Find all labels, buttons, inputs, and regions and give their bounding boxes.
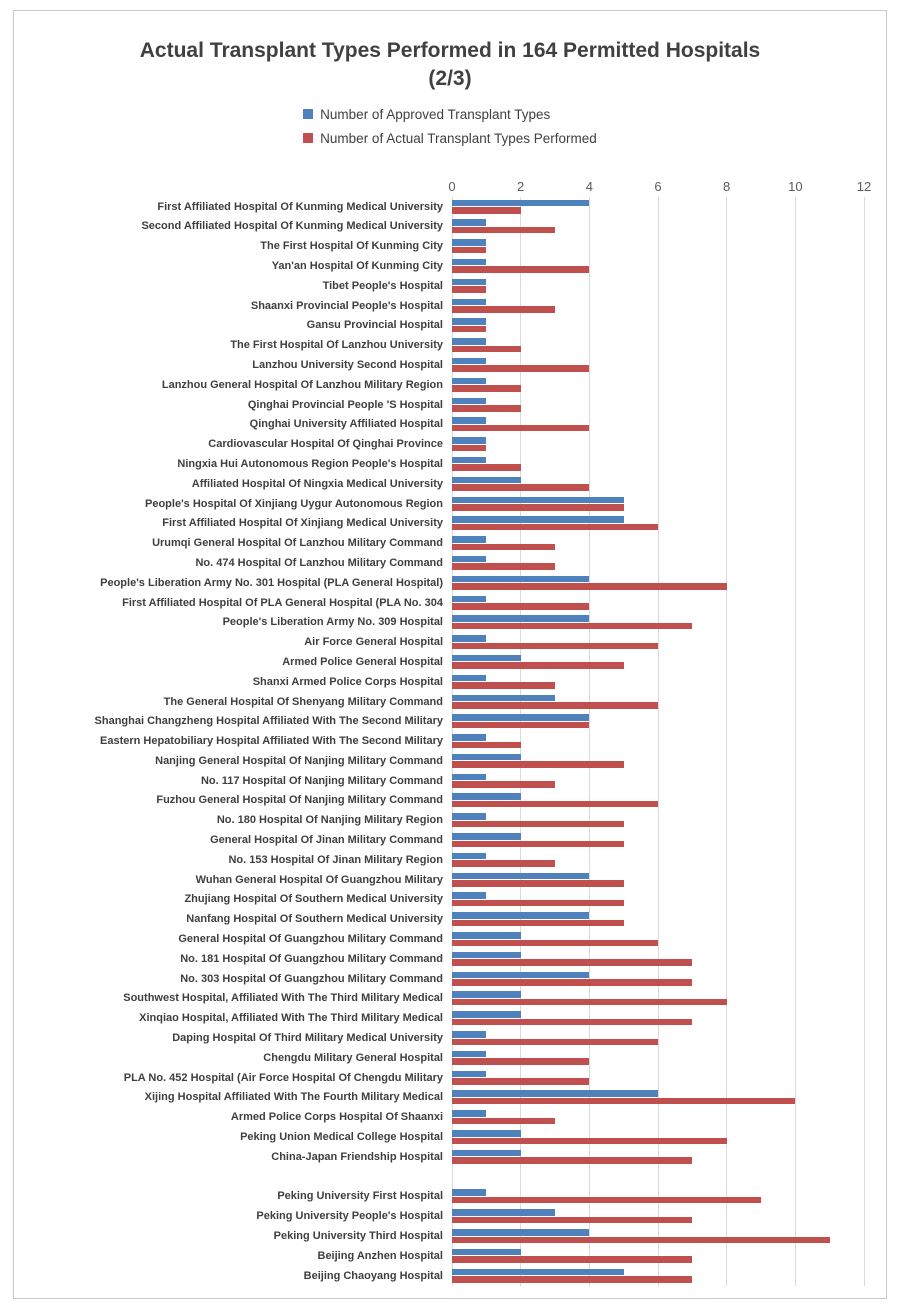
actual-bar	[452, 821, 624, 828]
actual-bar	[452, 623, 692, 630]
approved-bar	[452, 912, 589, 919]
actual-bar	[452, 682, 555, 689]
chart-row	[14, 810, 886, 830]
bar-group	[452, 200, 864, 214]
approved-bar	[452, 793, 521, 800]
actual-bar	[452, 1197, 761, 1204]
category-label: Eastern Hepatobiliary Hospital Affiliated With The Second Military	[100, 735, 443, 748]
legend-item-approved	[303, 104, 597, 125]
bar-group	[452, 417, 864, 431]
bar-group	[452, 259, 864, 273]
chart-page	[13, 10, 887, 1299]
actual-bar	[452, 801, 658, 808]
category-label: Lanzhou University Second Hospital	[252, 358, 443, 371]
approved-bar	[452, 754, 521, 761]
approved-bar	[452, 219, 486, 226]
chart-row	[14, 1206, 886, 1226]
approved-bar	[452, 1209, 555, 1216]
x-axis-tick: 6	[654, 178, 662, 194]
actual-bar	[452, 207, 521, 214]
category-label: Qinghai University Affiliated Hospital	[249, 418, 443, 431]
category-label: Shanxi Armed Police Corps Hospital	[252, 675, 443, 688]
bar-group	[452, 1110, 864, 1124]
actual-bar	[452, 227, 555, 234]
category-label: People's Liberation Army No. 301 Hospital (PLA General Hospital)	[100, 576, 443, 589]
actual-bar	[452, 920, 624, 927]
chart-row	[14, 632, 886, 652]
chart-row	[14, 335, 886, 355]
category-label: Urumqi General Hospital Of Lanzhou Military Command	[152, 537, 443, 550]
actual-bar	[452, 583, 727, 590]
category-label: Peking University Third Hospital	[273, 1230, 443, 1243]
actual-bar	[452, 979, 692, 986]
chart-row	[14, 1088, 886, 1108]
chart-row	[14, 593, 886, 613]
actual-bar	[452, 1118, 555, 1125]
chart-row	[14, 909, 886, 929]
chart-row	[14, 890, 886, 910]
approved-bar	[452, 873, 589, 880]
actual-bar	[452, 1019, 692, 1026]
approved-bar	[452, 239, 486, 246]
approved-bar	[452, 318, 486, 325]
category-label: Second Affiliated Hospital Of Kunming Medical University	[141, 220, 443, 233]
category-label: Nanfang Hospital Of Southern Medical University	[186, 913, 443, 926]
actual-bar	[452, 1078, 589, 1085]
x-axis-tick: 10	[788, 178, 803, 194]
actual-bar	[452, 1157, 692, 1164]
approved-bar	[452, 1011, 521, 1018]
approved-bar	[452, 497, 624, 504]
legend-item-actual	[303, 128, 597, 149]
bar-group	[452, 675, 864, 689]
actual-bar	[452, 900, 624, 907]
category-label: Wuhan General Hospital Of Guangzhou Military	[195, 873, 443, 886]
chart-row	[14, 1068, 886, 1088]
actual-bar	[452, 742, 521, 749]
bar-group	[452, 477, 864, 491]
bar-group	[452, 714, 864, 728]
category-label: No. 180 Hospital Of Nanjing Military Region	[216, 814, 443, 827]
chart-title: Actual Transplant Types Performed in 164 Permitted Hospitals	[139, 39, 761, 62]
category-label: Shanghai Changzheng Hospital Affiliated With The Second Military	[94, 715, 443, 728]
chart-rows	[14, 197, 886, 1286]
actual-bar	[452, 1058, 589, 1065]
chart-row	[14, 989, 886, 1009]
actual-bar	[452, 247, 486, 254]
approved-bar	[452, 1249, 521, 1256]
category-label: First Affiliated Hospital Of Xinjiang Medical University	[162, 517, 443, 530]
category-label: Peking University First Hospital	[277, 1190, 443, 1203]
x-axis-tick: 8	[723, 178, 731, 194]
bar-group	[452, 1170, 864, 1184]
approved-bar	[452, 1229, 589, 1236]
approved-bar	[452, 576, 589, 583]
bar-group	[452, 318, 864, 332]
actual-bar	[452, 563, 555, 570]
approved-bar	[452, 477, 521, 484]
approved-bar	[452, 457, 486, 464]
actual-bar	[452, 1217, 692, 1224]
bar-group	[452, 695, 864, 709]
bar-group	[452, 219, 864, 233]
category-label: The First Hospital Of Kunming City	[260, 240, 443, 253]
actual-bar	[452, 702, 658, 709]
category-label: Yan'an Hospital Of Kunming City	[271, 259, 443, 272]
category-label: Ningxia Hui Autonomous Region People's Hospital	[177, 457, 443, 470]
bar-group	[452, 932, 864, 946]
chart-row	[14, 1187, 886, 1207]
approved-bar	[452, 437, 486, 444]
chart-row	[14, 533, 886, 553]
actual-bar	[452, 1039, 658, 1046]
approved-bar	[452, 259, 486, 266]
bar-group	[452, 1229, 864, 1243]
approved-bar	[452, 991, 521, 998]
bar-group	[452, 1051, 864, 1065]
bar-group	[452, 1090, 864, 1104]
actual-bar	[452, 999, 727, 1006]
bar-group	[452, 1130, 864, 1144]
approved-bar	[452, 695, 555, 702]
bar-group	[452, 596, 864, 610]
bar-group	[452, 378, 864, 392]
category-label: First Affiliated Hospital Of PLA General Hospital (PLA No. 304	[122, 596, 443, 609]
approved-bar	[452, 615, 589, 622]
category-label: General Hospital Of Jinan Military Command	[210, 834, 443, 847]
bar-group	[452, 299, 864, 313]
bar-group	[452, 536, 864, 550]
chart-row	[14, 216, 886, 236]
actual-bar	[452, 365, 589, 372]
bar-group	[452, 576, 864, 590]
chart-row	[14, 474, 886, 494]
chart-row	[14, 494, 886, 514]
chart-row	[14, 1226, 886, 1246]
actual-bar	[452, 385, 521, 392]
approved-bar	[452, 536, 486, 543]
bar-group	[452, 991, 864, 1005]
actual-bar	[452, 940, 658, 947]
approved-bar	[452, 279, 486, 286]
approved-bar	[452, 338, 486, 345]
bar-group	[452, 279, 864, 293]
chart-row	[14, 256, 886, 276]
approved-bar	[452, 556, 486, 563]
chart-row	[14, 672, 886, 692]
bar-group	[452, 754, 864, 768]
actual-bar	[452, 306, 555, 313]
category-label: General Hospital Of Guangzhou Military Command	[178, 933, 443, 946]
bar-group	[452, 615, 864, 629]
actual-bar	[452, 1138, 727, 1145]
approved-bar	[452, 1051, 486, 1058]
chart-row	[14, 513, 886, 533]
chart-row	[14, 414, 886, 434]
bar-group	[452, 358, 864, 372]
chart-row	[14, 751, 886, 771]
category-label: Air Force General Hospital	[304, 636, 443, 649]
actual-bar	[452, 603, 589, 610]
plot-area	[14, 197, 886, 1286]
category-label: Peking Union Medical College Hospital	[240, 1131, 443, 1144]
chart-row	[14, 375, 886, 395]
bar-group	[452, 556, 864, 570]
chart-row	[14, 1008, 886, 1028]
chart-row	[14, 315, 886, 335]
category-label: No. 117 Hospital Of Nanjing Military Command	[200, 774, 443, 787]
bar-group	[452, 833, 864, 847]
category-label: People's Hospital Of Xinjiang Uygur Autonomous Region	[145, 497, 443, 510]
bar-group	[452, 912, 864, 926]
legend-swatch-approved-icon	[303, 109, 313, 119]
bar-group	[452, 853, 864, 867]
approved-bar	[452, 378, 486, 385]
category-label: No. 303 Hospital Of Guangzhou Military Command	[180, 972, 443, 985]
category-label: Cardiovascular Hospital Of Qinghai Province	[208, 438, 443, 451]
approved-bar	[452, 675, 486, 682]
bar-group	[452, 873, 864, 887]
chart-row	[14, 929, 886, 949]
bar-group	[452, 1269, 864, 1283]
legend-label-approved: Number of Approved Transplant Types	[320, 106, 551, 122]
chart-row	[14, 870, 886, 890]
category-label: PLA No. 452 Hospital (Air Force Hospital Of Chengdu Military	[123, 1071, 443, 1084]
chart-row	[14, 1147, 886, 1167]
category-label: Daping Hospital Of Third Military Medical University	[172, 1032, 443, 1045]
category-label: Xinqiao Hospital, Affiliated With The Third Military Medical	[139, 1012, 443, 1025]
chart-row	[14, 197, 886, 217]
legend-label-actual: Number of Actual Transplant Types Performed	[320, 130, 597, 146]
chart-row	[14, 711, 886, 731]
bar-group	[452, 437, 864, 451]
bar-group	[452, 635, 864, 649]
bar-group	[452, 1150, 864, 1164]
actual-bar	[452, 464, 521, 471]
category-label: Chengdu Military General Hospital	[263, 1051, 443, 1064]
category-label: The First Hospital Of Lanzhou University	[230, 339, 443, 352]
bar-group	[452, 952, 864, 966]
chart-row	[14, 1246, 886, 1266]
chart-title-block	[14, 37, 886, 94]
chart-row	[14, 771, 886, 791]
bar-group	[452, 655, 864, 669]
approved-bar	[452, 1090, 658, 1097]
actual-bar	[452, 445, 486, 452]
legend-swatch-actual-icon	[303, 133, 313, 143]
approved-bar	[452, 892, 486, 899]
category-label: The General Hospital Of Shenyang Military Command	[163, 695, 443, 708]
approved-bar	[452, 417, 486, 424]
chart-row	[14, 1048, 886, 1068]
category-label: Nanjing General Hospital Of Nanjing Military Command	[155, 754, 443, 767]
approved-bar	[452, 635, 486, 642]
bar-group	[452, 793, 864, 807]
bar-group	[452, 338, 864, 352]
chart-row	[14, 236, 886, 256]
bar-group	[452, 516, 864, 530]
chart-row	[14, 276, 886, 296]
category-label: Beijing Chaoyang Hospital	[303, 1269, 443, 1282]
x-axis-tick: 0	[448, 178, 456, 194]
actual-bar	[452, 326, 486, 333]
bar-group	[452, 1189, 864, 1203]
x-axis-tick: 4	[585, 178, 593, 194]
approved-bar	[452, 833, 521, 840]
actual-bar	[452, 860, 555, 867]
actual-bar	[452, 1237, 830, 1244]
actual-bar	[452, 781, 555, 788]
category-label: Xijing Hospital Affiliated With The Fourth Military Medical	[144, 1091, 443, 1104]
category-label: Peking University People's Hospital	[256, 1210, 443, 1223]
approved-bar	[452, 774, 486, 781]
approved-bar	[452, 952, 521, 959]
approved-bar	[452, 1110, 486, 1117]
bar-group	[452, 1209, 864, 1223]
bar-chart	[14, 175, 886, 1286]
actual-bar	[452, 504, 624, 511]
chart-title-line2: (2/3)	[428, 67, 472, 91]
bar-group	[452, 497, 864, 511]
actual-bar	[452, 643, 658, 650]
approved-bar	[452, 714, 589, 721]
category-label: First Affiliated Hospital Of Kunming Medical University	[157, 200, 443, 213]
actual-bar	[452, 286, 486, 293]
bar-group	[452, 972, 864, 986]
category-label: Affiliated Hospital Of Ningxia Medical University	[191, 477, 443, 490]
actual-bar	[452, 266, 589, 273]
category-label: No. 474 Hospital Of Lanzhou Military Command	[195, 556, 443, 569]
bar-group	[452, 734, 864, 748]
category-label: Southwest Hospital, Affiliated With The Third Military Medical	[123, 992, 443, 1005]
chart-row	[14, 612, 886, 632]
chart-row	[14, 395, 886, 415]
approved-bar	[452, 734, 486, 741]
category-label: Zhujiang Hospital Of Southern Medical University	[184, 893, 443, 906]
approved-bar	[452, 516, 624, 523]
chart-row	[14, 553, 886, 573]
approved-bar	[452, 1031, 486, 1038]
chart-row	[14, 1127, 886, 1147]
approved-bar	[452, 1150, 521, 1157]
chart-row	[14, 652, 886, 672]
actual-bar	[452, 1098, 795, 1105]
bar-group	[452, 239, 864, 253]
bar-group	[452, 1011, 864, 1025]
actual-bar	[452, 346, 521, 353]
approved-bar	[452, 398, 486, 405]
approved-bar	[452, 853, 486, 860]
category-label: China-Japan Friendship Hospital	[271, 1150, 443, 1163]
approved-bar	[452, 299, 486, 306]
chart-row	[14, 1028, 886, 1048]
actual-bar	[452, 524, 658, 531]
bar-group	[452, 1031, 864, 1045]
actual-bar	[452, 880, 624, 887]
approved-bar	[452, 813, 486, 820]
chart-row	[14, 573, 886, 593]
approved-bar	[452, 1130, 521, 1137]
bar-group	[452, 457, 864, 471]
chart-row	[14, 850, 886, 870]
category-label: Lanzhou General Hospital Of Lanzhou Military Region	[161, 378, 443, 391]
actual-bar	[452, 761, 624, 768]
actual-bar	[452, 544, 555, 551]
bar-group	[452, 398, 864, 412]
actual-bar	[452, 841, 624, 848]
chart-row	[14, 731, 886, 751]
bar-group	[452, 1071, 864, 1085]
legend	[303, 104, 597, 149]
chart-row	[14, 692, 886, 712]
approved-bar	[452, 1189, 486, 1196]
bar-group	[452, 813, 864, 827]
actual-bar	[452, 722, 589, 729]
actual-bar	[452, 1276, 692, 1283]
approved-bar	[452, 1269, 624, 1276]
approved-bar	[452, 655, 521, 662]
bar-group	[452, 1249, 864, 1263]
chart-row	[14, 434, 886, 454]
x-axis-tick: 12	[856, 178, 872, 194]
category-label: Beijing Anzhen Hospital	[317, 1249, 443, 1262]
category-label: Fuzhou General Hospital Of Nanjing Military Command	[156, 794, 443, 807]
chart-row	[14, 1266, 886, 1286]
chart-row	[14, 949, 886, 969]
approved-bar	[452, 1071, 486, 1078]
category-label: Qinghai Provincial People 'S Hospital	[247, 398, 443, 411]
chart-row	[14, 791, 886, 811]
chart-row	[14, 355, 886, 375]
approved-bar	[452, 932, 521, 939]
bar-group	[452, 774, 864, 788]
category-label: Tibet People's Hospital	[322, 279, 443, 292]
actual-bar	[452, 1256, 692, 1263]
category-label: No. 181 Hospital Of Guangzhou Military Command	[180, 952, 443, 965]
x-axis-tick: 2	[517, 178, 525, 194]
approved-bar	[452, 596, 486, 603]
category-label: Shaanxi Provincial People's Hospital	[250, 299, 443, 312]
chart-row	[14, 454, 886, 474]
actual-bar	[452, 405, 521, 412]
chart-row	[14, 830, 886, 850]
actual-bar	[452, 662, 624, 669]
approved-bar	[452, 200, 589, 207]
chart-row	[14, 296, 886, 316]
approved-bar	[452, 972, 589, 979]
x-axis	[448, 175, 872, 197]
actual-bar	[452, 959, 692, 966]
category-label: Gansu Provincial Hospital	[306, 319, 443, 332]
chart-row	[14, 1107, 886, 1127]
chart-row	[14, 1167, 886, 1187]
bar-group	[452, 892, 864, 906]
approved-bar	[452, 358, 486, 365]
category-label: Armed Police General Hospital	[282, 655, 443, 668]
chart-row	[14, 969, 886, 989]
category-label: People's Liberation Army No. 309 Hospital	[222, 616, 443, 629]
actual-bar	[452, 425, 589, 432]
actual-bar	[452, 484, 589, 491]
category-label: No. 153 Hospital Of Jinan Military Region	[228, 853, 443, 866]
category-label: Armed Police Corps Hospital Of Shaanxi	[230, 1111, 443, 1124]
